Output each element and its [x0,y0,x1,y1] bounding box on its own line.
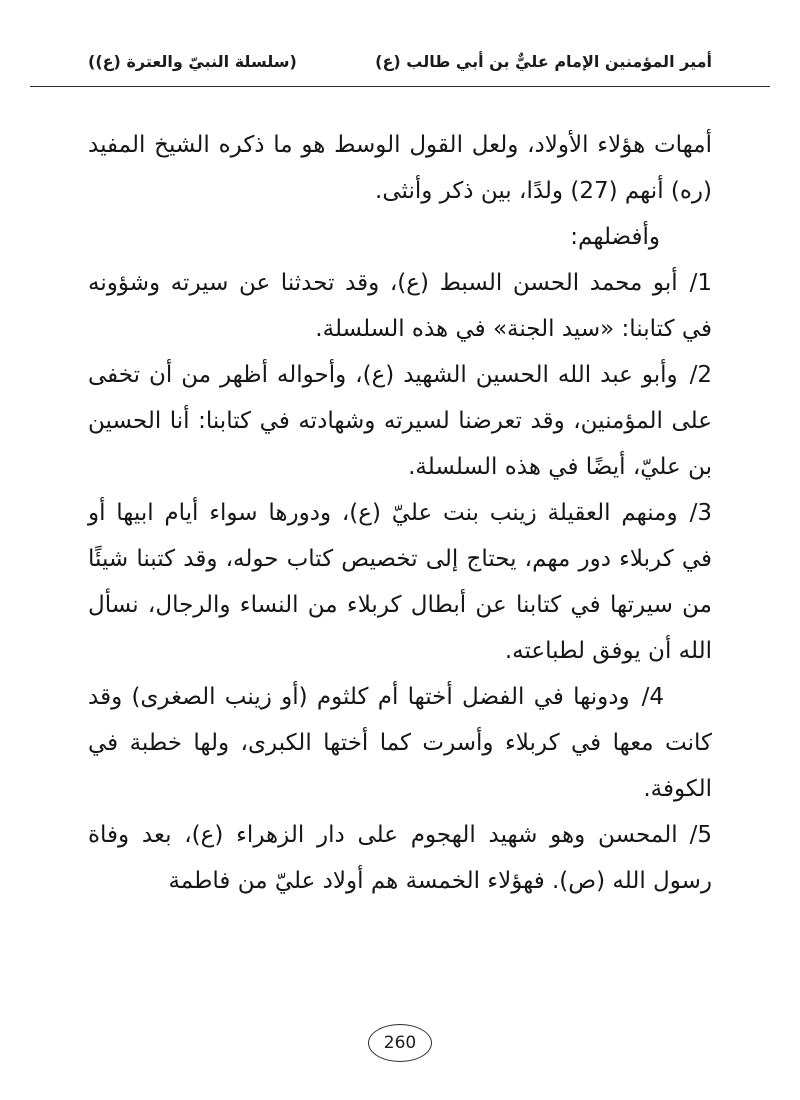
list-item [88,490,712,674]
item-text: المحسن وهو شهيد الهجوم على دار الزهراء (ع)، بعد وفاة رسول الله (ص). فهؤلاء الخمسة هم أولاد عليّ من فاطمة [88,822,712,894]
page-number-badge [368,1024,432,1062]
item-number: 1/ [689,270,712,296]
page-number: 260 [383,1033,417,1053]
item-number: 2/ [689,362,712,388]
item-number: 5/ [689,822,712,848]
header-right-title: (سلسلة النبيّ والعترة (ع)) [88,52,297,71]
intro-paragraph: أمهات هؤلاء الأولاد، ولعل القول الوسط هو ما ذكره الشيخ المفيد (ره) أنهم (27) ولدًا، بين ذكر وأنثى. [88,132,712,204]
item-text: ومنهم العقيلة زينب بنت عليّ (ع)، ودورها سواء أيام ابيها أو في كربلاء دور مهم، يحتاج إلى تخصيص كتاب حوله، وقد كتبنا شيئًا من سيرتها في كتابنا عن أبطال كربلاء من النساء والرجال، نسأل الله أن يوفق لطباعته. [88,500,712,664]
subheading: وأفضلهم: [570,224,660,250]
item-number: 3/ [689,500,712,526]
header-left-title: أمير المؤمنين الإمام عليٌّ بن أبي طالب (ع) [375,52,712,71]
item-text: أبو محمد الحسن السبط (ع)، وقد تحدثنا عن سيرته وشؤونه في كتابنا: «سيد الجنة» في هذه السلسلة. [88,270,712,342]
page-body [88,122,712,904]
item-number: 4/ [641,684,664,710]
item-text: ودونها في الفضل أختها أم كلثوم (أو زينب الصغرى) وقد كانت معها في كربلاء وأسرت كما أختها الكبرى، ولها خطبة في الكوفة. [88,684,712,802]
list-item [88,812,712,904]
list-item [88,674,712,812]
page-footer [0,1024,800,1062]
list-item [88,260,712,352]
page-header [88,52,712,71]
item-text: وأبو عبد الله الحسين الشهيد (ع)، وأحواله أظهر من أن تخفى على المؤمنين، وقد تعرضنا لسيرته وشهادته في كتابنا: أنا الحسين بن عليّ، أيضًا في هذه السلسلة. [88,362,712,480]
header-rule [30,86,770,87]
list-item [88,352,712,490]
